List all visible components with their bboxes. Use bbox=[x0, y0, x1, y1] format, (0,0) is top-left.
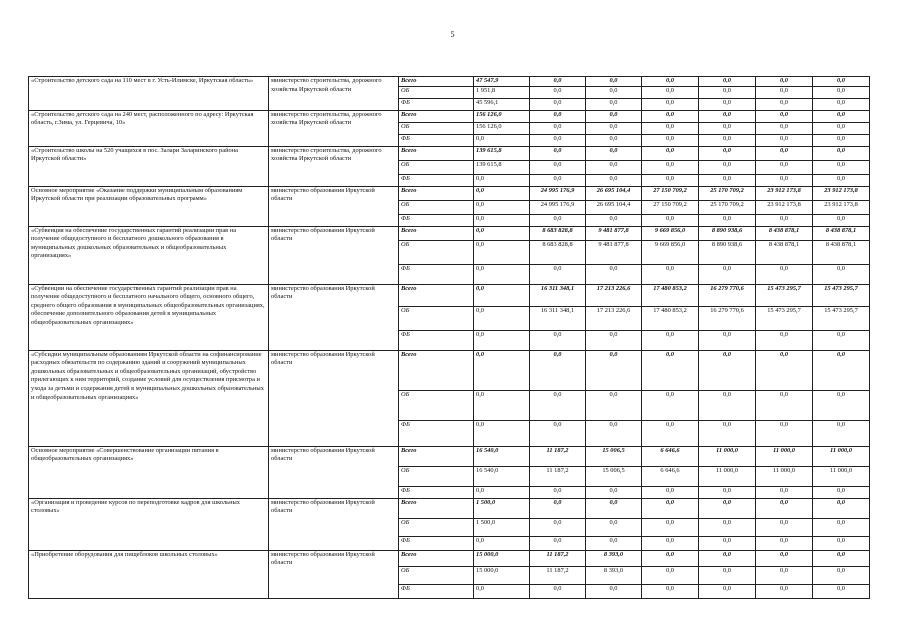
amount-cell: 0,0 bbox=[699, 498, 756, 518]
amount-cell: 0,0 bbox=[699, 536, 756, 550]
amount-cell: 0,0 bbox=[474, 390, 530, 420]
amount-cell: 0,0 bbox=[699, 550, 756, 566]
funding-source-label: Всего bbox=[399, 226, 474, 240]
amount-cell: 45 596,1 bbox=[474, 98, 530, 110]
amount-cell: 0,0 bbox=[642, 498, 699, 518]
table-row bbox=[29, 550, 870, 566]
amount-cell: 0,0 bbox=[586, 264, 642, 284]
amount-cell: 0,0 bbox=[474, 536, 530, 550]
amount-cell: 0,0 bbox=[586, 420, 642, 446]
amount-cell: 25 170 709,2 bbox=[699, 186, 756, 200]
funding-source-label: Всего bbox=[399, 446, 474, 466]
amount-cell: 0,0 bbox=[813, 77, 870, 87]
amount-cell: 0,0 bbox=[699, 122, 756, 134]
amount-cell: 11 000,0 bbox=[813, 466, 870, 486]
amount-cell: 24 995 176,9 bbox=[530, 186, 586, 200]
amount-cell: 0,0 bbox=[474, 186, 530, 200]
amount-cell: 0,0 bbox=[530, 264, 586, 284]
amount-cell: 0,0 bbox=[642, 110, 699, 122]
amount-cell: 23 912 173,8 bbox=[756, 200, 813, 214]
funding-source-label: ОБ bbox=[399, 160, 474, 174]
amount-cell: 0,0 bbox=[756, 122, 813, 134]
amount-cell: 0,0 bbox=[756, 420, 813, 446]
amount-cell: 156 126,0 bbox=[474, 122, 530, 134]
amount-cell: 0,0 bbox=[586, 350, 642, 390]
amount-cell: 0,0 bbox=[642, 86, 699, 98]
amount-cell: 23 912 173,8 bbox=[813, 200, 870, 214]
funding-source-label: ОБ bbox=[399, 518, 474, 536]
amount-cell: 0,0 bbox=[530, 584, 586, 598]
table-row bbox=[29, 146, 870, 160]
amount-cell: 11 000,0 bbox=[756, 446, 813, 466]
amount-cell: 0,0 bbox=[642, 98, 699, 110]
amount-cell: 15 473 295,7 bbox=[756, 306, 813, 330]
amount-cell: 0,0 bbox=[642, 390, 699, 420]
executor: министерство строительства, дорожного хозяйства Иркутской области bbox=[269, 146, 399, 186]
amount-cell: 15 000,0 bbox=[474, 566, 530, 584]
amount-cell: 0,0 bbox=[699, 98, 756, 110]
amount-cell: 9 669 856,0 bbox=[642, 226, 699, 240]
amount-cell: 25 170 709,2 bbox=[699, 200, 756, 214]
amount-cell: 15 000,0 bbox=[474, 550, 530, 566]
amount-cell: 8 683 828,8 bbox=[530, 226, 586, 240]
amount-cell: 0,0 bbox=[530, 518, 586, 536]
funding-source-label: Всего bbox=[399, 350, 474, 390]
executor: министерство образования Иркутской области bbox=[269, 226, 399, 284]
amount-cell: 0,0 bbox=[530, 536, 586, 550]
amount-cell: 0,0 bbox=[474, 306, 530, 330]
amount-cell: 0,0 bbox=[642, 160, 699, 174]
table-body bbox=[29, 77, 870, 599]
page-number: 5 bbox=[450, 30, 455, 39]
amount-cell: 0,0 bbox=[586, 584, 642, 598]
amount-cell: 11 187,2 bbox=[530, 550, 586, 566]
amount-cell: 0,0 bbox=[474, 350, 530, 390]
amount-cell: 6 646,6 bbox=[642, 466, 699, 486]
amount-cell: 8 438 878,1 bbox=[813, 226, 870, 240]
amount-cell: 0,0 bbox=[756, 518, 813, 536]
amount-cell: 9 669 856,0 bbox=[642, 240, 699, 264]
amount-cell: 0,0 bbox=[756, 486, 813, 498]
amount-cell: 0,0 bbox=[756, 86, 813, 98]
amount-cell: 0,0 bbox=[474, 264, 530, 284]
amount-cell: 0,0 bbox=[642, 536, 699, 550]
amount-cell: 15 006,5 bbox=[586, 446, 642, 466]
amount-cell: 0,0 bbox=[586, 160, 642, 174]
amount-cell: 11 187,2 bbox=[530, 566, 586, 584]
amount-cell: 0,0 bbox=[756, 110, 813, 122]
funding-source-label: Всего bbox=[399, 186, 474, 200]
measure-description: «Строительство школы на 520 учащихся в пос. Залари Заларинского района Иркутской области» bbox=[29, 146, 269, 186]
amount-cell: 139 615,8 bbox=[474, 146, 530, 160]
amount-cell: 8 393,0 bbox=[586, 566, 642, 584]
amount-cell: 0,0 bbox=[530, 214, 586, 226]
funding-source-label: ОБ bbox=[399, 122, 474, 134]
amount-cell: 0,0 bbox=[530, 77, 586, 87]
amount-cell: 0,0 bbox=[813, 174, 870, 186]
amount-cell: 0,0 bbox=[530, 122, 586, 134]
amount-cell: 0,0 bbox=[756, 584, 813, 598]
amount-cell: 0,0 bbox=[813, 160, 870, 174]
amount-cell: 16 311 348,1 bbox=[530, 306, 586, 330]
amount-cell: 0,0 bbox=[530, 174, 586, 186]
amount-cell: 0,0 bbox=[530, 350, 586, 390]
amount-cell: 0,0 bbox=[530, 110, 586, 122]
amount-cell: 0,0 bbox=[474, 200, 530, 214]
amount-cell: 16 311 348,1 bbox=[530, 284, 586, 306]
measure-description: Основное мероприятие «Оказание поддержки муниципальным образованиям Иркутской области при реализации образовательных программ» bbox=[29, 186, 269, 226]
amount-cell: 0,0 bbox=[756, 566, 813, 584]
amount-cell: 0,0 bbox=[813, 122, 870, 134]
amount-cell: 0,0 bbox=[586, 498, 642, 518]
amount-cell: 0,0 bbox=[642, 77, 699, 87]
amount-cell: 8 438 878,1 bbox=[756, 226, 813, 240]
funding-source-label: Всего bbox=[399, 284, 474, 306]
amount-cell: 26 695 104,4 bbox=[586, 200, 642, 214]
funding-source-label: Всего bbox=[399, 550, 474, 566]
amount-cell: 0,0 bbox=[813, 498, 870, 518]
amount-cell: 0,0 bbox=[642, 486, 699, 498]
amount-cell: 0,0 bbox=[642, 518, 699, 536]
measure-description: «Субвенции на обеспечение государственных гарантий реализации прав на получение общедоступного и бесплатного начального общего, основного общего, среднего общего образования в муниципальных общеобразовательных организациях, обеспечение дополнительного образования детей в муниципальных общеобразовательных организациях» bbox=[29, 284, 269, 350]
funding-source-label: Всего bbox=[399, 77, 474, 87]
measure-description: «Субвенция на обеспечение государственных гарантий реализации прав на получение общедоступного и бесплатного дошкольного образования в муниципальных дошкольных образовательных и общеобразовательных организациях» bbox=[29, 226, 269, 284]
amount-cell: 0,0 bbox=[813, 264, 870, 284]
amount-cell: 0,0 bbox=[699, 518, 756, 536]
amount-cell: 0,0 bbox=[474, 240, 530, 264]
amount-cell: 0,0 bbox=[699, 146, 756, 160]
amount-cell: 8 683 828,8 bbox=[530, 240, 586, 264]
amount-cell: 1 951,8 bbox=[474, 86, 530, 98]
amount-cell: 0,0 bbox=[813, 330, 870, 350]
amount-cell: 0,0 bbox=[756, 134, 813, 146]
amount-cell: 0,0 bbox=[699, 264, 756, 284]
amount-cell: 0,0 bbox=[642, 146, 699, 160]
table-row bbox=[29, 226, 870, 240]
funding-source-label: ФБ bbox=[399, 134, 474, 146]
amount-cell: 0,0 bbox=[813, 566, 870, 584]
amount-cell: 0,0 bbox=[756, 536, 813, 550]
amount-cell: 0,0 bbox=[642, 330, 699, 350]
funding-source-label: ФБ bbox=[399, 214, 474, 226]
funding-source-label: ФБ bbox=[399, 174, 474, 186]
table-row bbox=[29, 498, 870, 518]
amount-cell: 6 646,6 bbox=[642, 446, 699, 466]
funding-source-label: Всего bbox=[399, 146, 474, 160]
funding-source-label: ОБ bbox=[399, 390, 474, 420]
amount-cell: 17 480 853,2 bbox=[642, 306, 699, 330]
amount-cell: 0,0 bbox=[756, 160, 813, 174]
amount-cell: 11 000,0 bbox=[699, 446, 756, 466]
measure-description: «Субсидии муниципальным образованиям Иркутской области на софинансирование расходных обязательств по содержанию зданий и сооружений муниципальных дошкольных образовательных и общеобразовательных организаций, обустройство прилегающих к ним территорий, создание условий для осуществления присмотра и ухода за детьми и содержания детей в муниципальных дошкольных образовательных и общеобразовательных организациях» bbox=[29, 350, 269, 446]
funding-source-label: ФБ bbox=[399, 98, 474, 110]
funding-source-label: ФБ bbox=[399, 486, 474, 498]
amount-cell: 9 481 877,8 bbox=[586, 240, 642, 264]
amount-cell: 11 000,0 bbox=[756, 466, 813, 486]
amount-cell: 15 473 295,7 bbox=[813, 284, 870, 306]
executor: министерство образования Иркутской области bbox=[269, 186, 399, 226]
amount-cell: 0,0 bbox=[699, 486, 756, 498]
amount-cell: 17 480 853,2 bbox=[642, 284, 699, 306]
budget-table bbox=[28, 76, 870, 599]
amount-cell: 0,0 bbox=[813, 584, 870, 598]
amount-cell: 0,0 bbox=[586, 77, 642, 87]
amount-cell: 0,0 bbox=[586, 214, 642, 226]
funding-source-label: ОБ bbox=[399, 86, 474, 98]
amount-cell: 0,0 bbox=[586, 146, 642, 160]
amount-cell: 0,0 bbox=[756, 498, 813, 518]
amount-cell: 26 695 104,4 bbox=[586, 186, 642, 200]
amount-cell: 0,0 bbox=[756, 264, 813, 284]
executor: министерство образования Иркутской области bbox=[269, 350, 399, 446]
amount-cell: 0,0 bbox=[642, 350, 699, 390]
amount-cell: 0,0 bbox=[530, 498, 586, 518]
funding-source-label: Всего bbox=[399, 110, 474, 122]
amount-cell: 0,0 bbox=[699, 160, 756, 174]
amount-cell: 0,0 bbox=[586, 122, 642, 134]
amount-cell: 11 000,0 bbox=[813, 446, 870, 466]
amount-cell: 0,0 bbox=[813, 536, 870, 550]
table-row bbox=[29, 446, 870, 466]
amount-cell: 0,0 bbox=[586, 110, 642, 122]
amount-cell: 16 279 770,6 bbox=[699, 306, 756, 330]
amount-cell: 0,0 bbox=[813, 146, 870, 160]
amount-cell: 0,0 bbox=[699, 390, 756, 420]
amount-cell: 0,0 bbox=[756, 350, 813, 390]
amount-cell: 0,0 bbox=[813, 214, 870, 226]
funding-source-label: ФБ bbox=[399, 264, 474, 284]
measure-description: «Организация и проведение курсов по переподготовке кадров для школьных столовых» bbox=[29, 498, 269, 550]
amount-cell: 16 540,0 bbox=[474, 466, 530, 486]
amount-cell: 0,0 bbox=[813, 350, 870, 390]
amount-cell: 0,0 bbox=[756, 214, 813, 226]
amount-cell: 0,0 bbox=[756, 330, 813, 350]
amount-cell: 0,0 bbox=[586, 486, 642, 498]
amount-cell: 0,0 bbox=[586, 390, 642, 420]
amount-cell: 0,0 bbox=[530, 146, 586, 160]
amount-cell: 15 473 295,7 bbox=[756, 284, 813, 306]
amount-cell: 0,0 bbox=[530, 160, 586, 174]
funding-source-label: ФБ bbox=[399, 536, 474, 550]
amount-cell: 0,0 bbox=[699, 214, 756, 226]
amount-cell: 0,0 bbox=[530, 134, 586, 146]
amount-cell: 0,0 bbox=[642, 214, 699, 226]
amount-cell: 0,0 bbox=[586, 134, 642, 146]
funding-source-label: ОБ bbox=[399, 240, 474, 264]
funding-source-label: ФБ bbox=[399, 420, 474, 446]
amount-cell: 0,0 bbox=[474, 584, 530, 598]
amount-cell: 11 187,2 bbox=[530, 466, 586, 486]
amount-cell: 0,0 bbox=[530, 330, 586, 350]
amount-cell: 8 890 938,6 bbox=[699, 240, 756, 264]
funding-source-label: ОБ bbox=[399, 466, 474, 486]
table-row bbox=[29, 350, 870, 390]
amount-cell: 8 438 878,1 bbox=[756, 240, 813, 264]
executor: министерство образования Иркутской области bbox=[269, 446, 399, 498]
amount-cell: 0,0 bbox=[474, 174, 530, 186]
funding-source-label: ОБ bbox=[399, 566, 474, 584]
amount-cell: 0,0 bbox=[699, 350, 756, 390]
amount-cell: 8 393,0 bbox=[586, 550, 642, 566]
amount-cell: 0,0 bbox=[586, 174, 642, 186]
funding-source-label: ОБ bbox=[399, 306, 474, 330]
amount-cell: 0,0 bbox=[813, 420, 870, 446]
amount-cell: 0,0 bbox=[586, 330, 642, 350]
amount-cell: 139 615,8 bbox=[474, 160, 530, 174]
funding-source-label: ФБ bbox=[399, 584, 474, 598]
amount-cell: 0,0 bbox=[642, 550, 699, 566]
amount-cell: 0,0 bbox=[586, 98, 642, 110]
amount-cell: 0,0 bbox=[530, 420, 586, 446]
amount-cell: 8 890 938,6 bbox=[699, 226, 756, 240]
amount-cell: 8 438 878,1 bbox=[813, 240, 870, 264]
amount-cell: 0,0 bbox=[756, 77, 813, 87]
measure-description: Основное мероприятие «Совершенствование организации питания в общеобразовательных организациях» bbox=[29, 446, 269, 498]
amount-cell: 0,0 bbox=[813, 518, 870, 536]
amount-cell: 0,0 bbox=[699, 584, 756, 598]
amount-cell: 11 187,2 bbox=[530, 446, 586, 466]
amount-cell: 16 540,0 bbox=[474, 446, 530, 466]
amount-cell: 0,0 bbox=[642, 174, 699, 186]
amount-cell: 0,0 bbox=[699, 110, 756, 122]
table-row bbox=[29, 110, 870, 122]
amount-cell: 0,0 bbox=[474, 330, 530, 350]
amount-cell: 17 213 226,6 bbox=[586, 306, 642, 330]
funding-source-label: ОБ bbox=[399, 200, 474, 214]
amount-cell: 0,0 bbox=[642, 420, 699, 446]
amount-cell: 0,0 bbox=[813, 86, 870, 98]
amount-cell: 16 279 770,6 bbox=[699, 284, 756, 306]
amount-cell: 156 126,0 bbox=[474, 110, 530, 122]
amount-cell: 0,0 bbox=[699, 330, 756, 350]
amount-cell: 0,0 bbox=[474, 226, 530, 240]
amount-cell: 0,0 bbox=[756, 390, 813, 420]
amount-cell: 0,0 bbox=[474, 134, 530, 146]
amount-cell: 0,0 bbox=[813, 134, 870, 146]
amount-cell: 0,0 bbox=[530, 390, 586, 420]
measure-description: «Приобретение оборудования для пищеблоков школьных столовых» bbox=[29, 550, 269, 598]
amount-cell: 24 995 176,9 bbox=[530, 200, 586, 214]
amount-cell: 0,0 bbox=[474, 486, 530, 498]
amount-cell: 0,0 bbox=[474, 284, 530, 306]
amount-cell: 1 500,0 bbox=[474, 518, 530, 536]
amount-cell: 47 547,9 bbox=[474, 77, 530, 87]
amount-cell: 0,0 bbox=[586, 536, 642, 550]
executor: министерство образования Иркутской области bbox=[269, 498, 399, 550]
amount-cell: 0,0 bbox=[813, 486, 870, 498]
executor: министерство строительства, дорожного хозяйства Иркутской области bbox=[269, 110, 399, 146]
amount-cell: 0,0 bbox=[813, 550, 870, 566]
amount-cell: 0,0 bbox=[642, 566, 699, 584]
amount-cell: 15 006,5 bbox=[586, 466, 642, 486]
amount-cell: 0,0 bbox=[530, 86, 586, 98]
funding-source-label: Всего bbox=[399, 498, 474, 518]
amount-cell: 0,0 bbox=[699, 174, 756, 186]
amount-cell: 0,0 bbox=[813, 110, 870, 122]
amount-cell: 0,0 bbox=[642, 264, 699, 284]
amount-cell: 0,0 bbox=[699, 86, 756, 98]
amount-cell: 0,0 bbox=[586, 518, 642, 536]
amount-cell: 0,0 bbox=[642, 584, 699, 598]
amount-cell: 17 213 226,6 bbox=[586, 284, 642, 306]
amount-cell: 0,0 bbox=[756, 98, 813, 110]
amount-cell: 27 150 709,2 bbox=[642, 186, 699, 200]
executor: министерство строительства, дорожного хозяйства Иркутской области bbox=[269, 77, 399, 111]
amount-cell: 0,0 bbox=[813, 98, 870, 110]
amount-cell: 0,0 bbox=[474, 420, 530, 446]
amount-cell: 9 481 877,8 bbox=[586, 226, 642, 240]
table-row bbox=[29, 284, 870, 306]
funding-source-label: ФБ bbox=[399, 330, 474, 350]
amount-cell: 0,0 bbox=[530, 98, 586, 110]
amount-cell: 11 000,0 bbox=[699, 466, 756, 486]
amount-cell: 0,0 bbox=[474, 214, 530, 226]
table-row bbox=[29, 77, 870, 87]
amount-cell: 0,0 bbox=[699, 566, 756, 584]
amount-cell: 23 912 173,8 bbox=[813, 186, 870, 200]
amount-cell: 0,0 bbox=[530, 486, 586, 498]
measure-description: «Строительство детского сада на 110 мест в г. Усть-Илимске, Иркутская область» bbox=[29, 77, 269, 111]
amount-cell: 0,0 bbox=[642, 134, 699, 146]
amount-cell: 0,0 bbox=[642, 122, 699, 134]
amount-cell: 0,0 bbox=[699, 420, 756, 446]
amount-cell: 0,0 bbox=[756, 174, 813, 186]
amount-cell: 1 500,0 bbox=[474, 498, 530, 518]
executor: министерство образования Иркутской области bbox=[269, 284, 399, 350]
amount-cell: 0,0 bbox=[699, 77, 756, 87]
amount-cell: 0,0 bbox=[699, 134, 756, 146]
amount-cell: 0,0 bbox=[813, 390, 870, 420]
table-row bbox=[29, 186, 870, 200]
measure-description: «Строительство детского сада на 240 мест, расположенного по адресу: Иркутская область, г.Зима, ул. Герцевича, 10» bbox=[29, 110, 269, 146]
amount-cell: 15 473 295,7 bbox=[813, 306, 870, 330]
amount-cell: 27 150 709,2 bbox=[642, 200, 699, 214]
amount-cell: 23 912 173,8 bbox=[756, 186, 813, 200]
amount-cell: 0,0 bbox=[756, 146, 813, 160]
amount-cell: 0,0 bbox=[586, 86, 642, 98]
executor: министерство образования Иркутской области bbox=[269, 550, 399, 598]
amount-cell: 0,0 bbox=[756, 550, 813, 566]
